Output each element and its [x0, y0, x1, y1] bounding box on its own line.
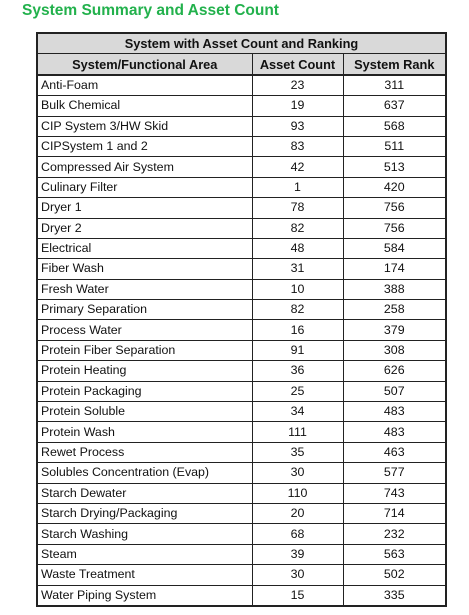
cell-system-name: Starch Washing — [37, 524, 252, 544]
cell-system-rank: 563 — [343, 544, 446, 564]
cell-system-rank: 584 — [343, 238, 446, 258]
cell-system-rank: 232 — [343, 524, 446, 544]
cell-system-rank: 420 — [343, 177, 446, 197]
cell-asset-count: 42 — [252, 157, 343, 177]
cell-asset-count: 30 — [252, 565, 343, 585]
cell-system-rank: 483 — [343, 422, 446, 442]
cell-system-name: Compressed Air System — [37, 157, 252, 177]
cell-system-name: Starch Drying/Packaging — [37, 503, 252, 523]
cell-system-name: Rewet Process — [37, 442, 252, 462]
table-caption: System with Asset Count and Ranking — [37, 33, 446, 54]
cell-system-rank: 743 — [343, 483, 446, 503]
table-body — [37, 75, 446, 606]
table-row — [37, 238, 446, 258]
cell-asset-count: 1 — [252, 177, 343, 197]
cell-system-name: Protein Fiber Separation — [37, 340, 252, 360]
cell-system-name: Dryer 1 — [37, 198, 252, 218]
cell-system-rank: 507 — [343, 381, 446, 401]
table-row — [37, 75, 446, 96]
cell-asset-count: 25 — [252, 381, 343, 401]
cell-asset-count: 34 — [252, 402, 343, 422]
table-row — [37, 381, 446, 401]
cell-system-name: Waste Treatment — [37, 565, 252, 585]
cell-system-name: Dryer 2 — [37, 218, 252, 238]
cell-system-rank: 463 — [343, 442, 446, 462]
cell-system-name: CIP System 3/HW Skid — [37, 116, 252, 136]
cell-system-name: Process Water — [37, 320, 252, 340]
cell-system-rank: 308 — [343, 340, 446, 360]
cell-asset-count: 48 — [252, 238, 343, 258]
cell-system-rank: 379 — [343, 320, 446, 340]
cell-system-name: Fiber Wash — [37, 259, 252, 279]
cell-asset-count: 30 — [252, 463, 343, 483]
table-row — [37, 259, 446, 279]
column-header-asset-count: Asset Count — [252, 54, 343, 75]
cell-system-name: Water Piping System — [37, 585, 252, 606]
cell-system-rank: 714 — [343, 503, 446, 523]
table-row — [37, 422, 446, 442]
cell-asset-count: 20 — [252, 503, 343, 523]
cell-system-name: Primary Separation — [37, 300, 252, 320]
cell-system-name: CIPSystem 1 and 2 — [37, 136, 252, 156]
cell-asset-count: 10 — [252, 279, 343, 299]
table-row — [37, 361, 446, 381]
cell-asset-count: 82 — [252, 300, 343, 320]
cell-system-rank: 577 — [343, 463, 446, 483]
cell-asset-count: 82 — [252, 218, 343, 238]
cell-asset-count: 93 — [252, 116, 343, 136]
table-header-row — [37, 54, 446, 75]
table-row — [37, 116, 446, 136]
table-row — [37, 463, 446, 483]
cell-asset-count: 35 — [252, 442, 343, 462]
table-row — [37, 524, 446, 544]
column-header-system-rank: System Rank — [343, 54, 446, 75]
cell-system-name: Bulk Chemical — [37, 96, 252, 116]
table-row — [37, 96, 446, 116]
cell-system-name: Culinary Filter — [37, 177, 252, 197]
cell-system-rank: 311 — [343, 75, 446, 96]
cell-system-rank: 335 — [343, 585, 446, 606]
cell-asset-count: 83 — [252, 136, 343, 156]
table-row — [37, 300, 446, 320]
table-row — [37, 177, 446, 197]
table-row — [37, 320, 446, 340]
table-row — [37, 442, 446, 462]
table-row — [37, 340, 446, 360]
cell-system-rank: 174 — [343, 259, 446, 279]
cell-system-rank: 258 — [343, 300, 446, 320]
cell-asset-count: 110 — [252, 483, 343, 503]
table-caption-row — [37, 33, 446, 54]
cell-system-name: Protein Packaging — [37, 381, 252, 401]
cell-asset-count: 15 — [252, 585, 343, 606]
table-row — [37, 198, 446, 218]
page-title: System Summary and Asset Count — [22, 2, 279, 19]
cell-system-rank: 513 — [343, 157, 446, 177]
cell-system-name: Protein Heating — [37, 361, 252, 381]
cell-system-rank: 756 — [343, 198, 446, 218]
table-row — [37, 544, 446, 564]
cell-asset-count: 91 — [252, 340, 343, 360]
column-header-system: System/Functional Area — [37, 54, 252, 75]
cell-system-name: Steam — [37, 544, 252, 564]
asset-count-table — [36, 32, 447, 607]
cell-asset-count: 36 — [252, 361, 343, 381]
cell-system-name: Protein Soluble — [37, 402, 252, 422]
table-row — [37, 483, 446, 503]
asset-table-container — [36, 32, 445, 607]
cell-system-rank: 388 — [343, 279, 446, 299]
cell-system-name: Solubles Concentration (Evap) — [37, 463, 252, 483]
cell-system-rank: 626 — [343, 361, 446, 381]
cell-asset-count: 16 — [252, 320, 343, 340]
table-row — [37, 136, 446, 156]
table-row — [37, 402, 446, 422]
table-row — [37, 218, 446, 238]
table-row — [37, 585, 446, 606]
cell-system-name: Anti-Foam — [37, 75, 252, 96]
table-row — [37, 279, 446, 299]
cell-asset-count: 19 — [252, 96, 343, 116]
cell-system-rank: 511 — [343, 136, 446, 156]
cell-asset-count: 111 — [252, 422, 343, 442]
cell-system-rank: 756 — [343, 218, 446, 238]
cell-system-rank: 637 — [343, 96, 446, 116]
cell-asset-count: 23 — [252, 75, 343, 96]
cell-system-rank: 568 — [343, 116, 446, 136]
cell-asset-count: 39 — [252, 544, 343, 564]
cell-system-name: Electrical — [37, 238, 252, 258]
cell-asset-count: 68 — [252, 524, 343, 544]
cell-system-rank: 502 — [343, 565, 446, 585]
cell-system-rank: 483 — [343, 402, 446, 422]
cell-system-name: Protein Wash — [37, 422, 252, 442]
cell-system-name: Fresh Water — [37, 279, 252, 299]
table-row — [37, 503, 446, 523]
cell-asset-count: 31 — [252, 259, 343, 279]
cell-asset-count: 78 — [252, 198, 343, 218]
cell-system-name: Starch Dewater — [37, 483, 252, 503]
table-row — [37, 565, 446, 585]
table-row — [37, 157, 446, 177]
